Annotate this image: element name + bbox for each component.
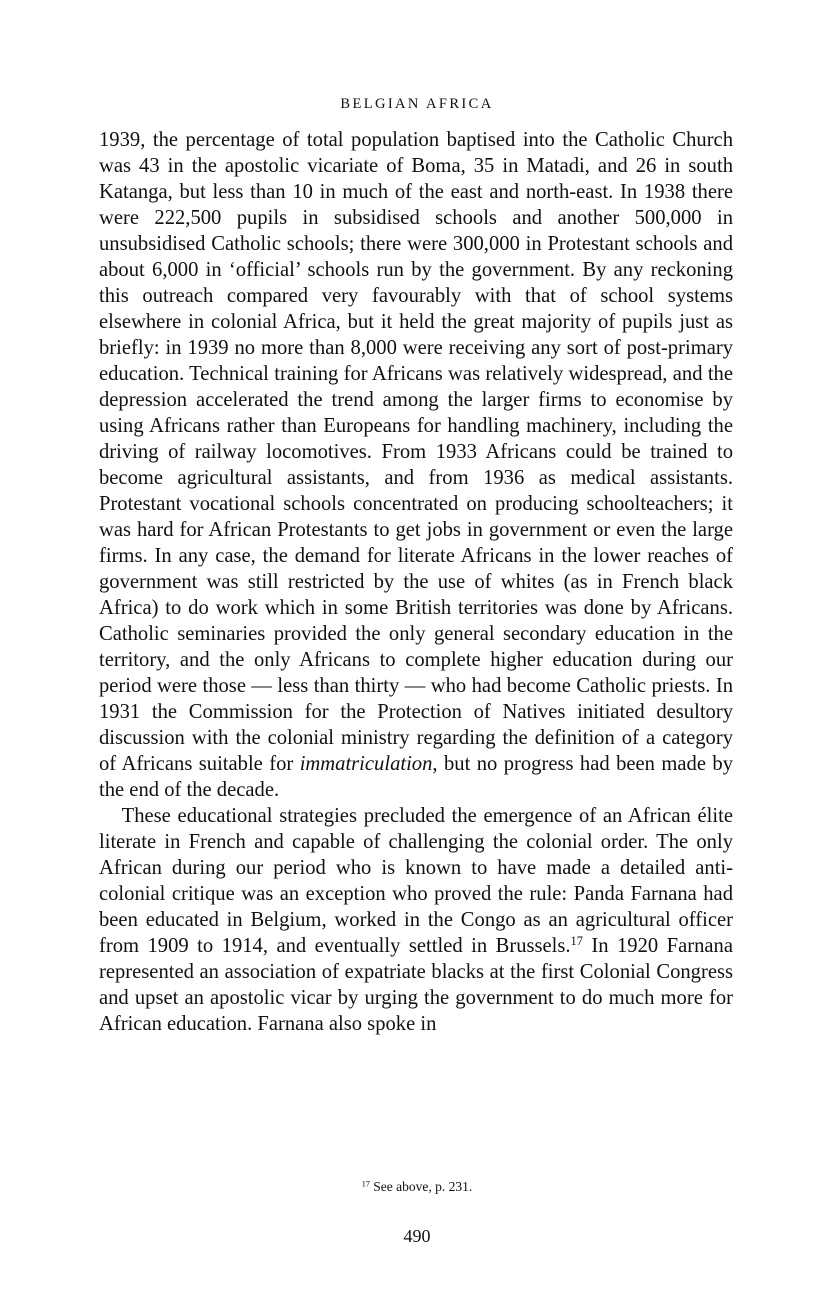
- paragraph-2-text-b: In 1920 Farnana represented an association of expatriate blacks at the first Colonial Congress and upset an apostolic vicar by urging the government to do much more for African education. Farnana also spoke in: [99, 935, 733, 1035]
- paragraph-2: [99, 803, 733, 1037]
- paragraph-2-text-a: These educational strategies precluded the emergence of an African élite literate in French and capable of challenging the colonial order. The only African during our period who is known to have made a detailed anti-colonial critique was an exception who proved the rule: Panda Farnana had been educated in Belgium, worked in the Congo as an agricultural officer from 1909 to 1914, and eventually settled in Brussels.: [99, 805, 733, 957]
- italic-term: immatriculation: [299, 753, 433, 775]
- body-text: [99, 127, 733, 1037]
- paragraph-1-text-b: , but no progress had been made by the end of the decade.: [99, 753, 733, 801]
- footnote-number: 17: [361, 1179, 370, 1189]
- footnote-text: See above, p. 231.: [369, 1179, 473, 1194]
- footnote-reference: 17: [570, 934, 583, 949]
- running-head: BELGIAN AFRICA: [340, 96, 494, 112]
- page-number: 490: [403, 1226, 431, 1246]
- paragraph-1: [99, 127, 733, 803]
- paragraph-1-text-a: 1939, the percentage of total population baptised into the Catholic Church was 43 in the apostolic vicariate of Boma, 35 in Matadi, and 26 in south Katanga, but less than 10 in much of the east and north-east. In 1938 there were 222,500 pupils in subsidised schools and another 500,000 in unsubsidised Catholic schools; there were 300,000 in Protestant schools and about 6,000 in ‘official’ schools run by the government. By any reckoning this outreach compared very favourably with that of school systems elsewhere in colonial Africa, but it held the great majority of pupils just as briefly: in 1939 no more than 8,000 were receiving any sort of post-primary education. Technical training for Africans was relatively widespread, and the depression accelerated the trend among the larger firms to economise by using Africans rather than Europeans for handling machinery, including the driving of railway locomotives. From 1933 Africans could be trained to become agricultural assistants, and from 1936 as medical assistants. Protestant vocational schools concentrated on producing schoolteachers; it was hard for African Protestants to get jobs in government or even the large firms. In any case, the demand for literate Africans in the lower reaches of government was still restricted by the use of whites (as in French black Africa) to do work which in some British territories was done by Africans. Catholic seminaries provided the only general secondary education in the territory, and the only Africans to complete higher education during our period were those — less than thirty — who had become Catholic priests. In 1931 the Commission for the Protection of Natives initiated desultory discussion with the colonial ministry regarding the definition of a category of Africans suitable for: [99, 129, 733, 775]
- footnote: [0, 1179, 834, 1195]
